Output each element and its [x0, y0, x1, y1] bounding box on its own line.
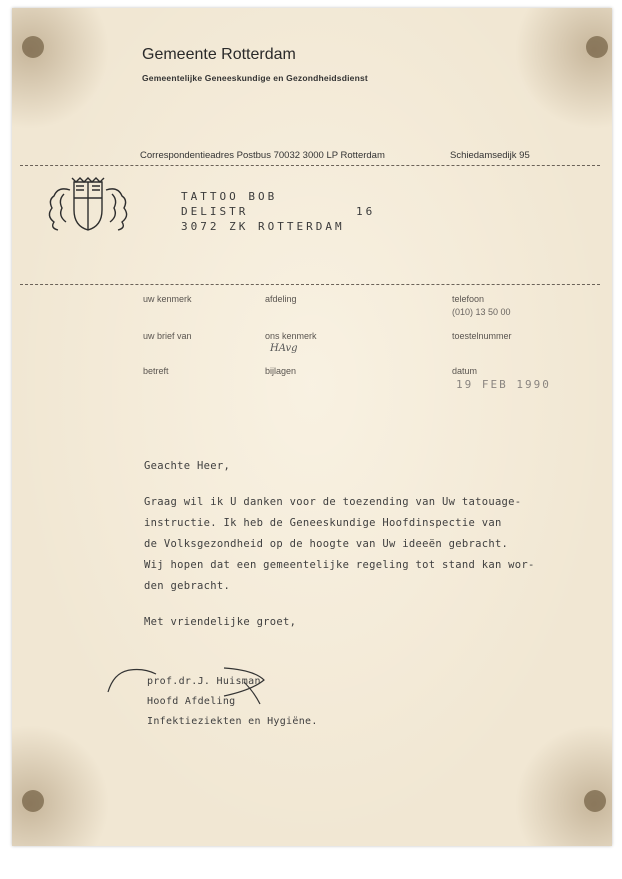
ons-kenmerk-value: HAvg [270, 343, 298, 354]
rotterdam-coat-of-arms-icon [40, 176, 136, 234]
organization-name: Gemeente Rotterdam [142, 46, 296, 63]
label-afdeling: afdeling [265, 294, 297, 304]
corner-stain [22, 36, 44, 58]
label-uw-brief-van: uw brief van [143, 331, 192, 341]
salutation: Geachte Heer, [144, 460, 231, 472]
telefoon-value: (010) 13 50 00 [452, 307, 511, 317]
label-bijlagen: bijlagen [265, 366, 297, 376]
signatory-name: prof.dr.J. Huisman [147, 676, 261, 687]
label-toestelnummer: toestelnummer [452, 331, 512, 341]
body-line: Graag wil ik U danken voor de toezending van Uw tatouage- [144, 496, 522, 508]
label-ons-kenmerk: ons kenmerk [265, 331, 317, 341]
header-divider [20, 165, 600, 166]
recipient-name: TATTOO BOB [181, 190, 278, 203]
body-line: instructie. Ik heb de Geneeskundige Hoofdinspectie van [144, 517, 502, 529]
body-line: Wij hopen dat een gemeentelijke regeling tot stand kan wor- [144, 559, 535, 571]
department-name: Gemeentelijke Geneeskundige en Gezondheidsdienst [142, 73, 368, 83]
signatory-title: Hoofd Afdeling [147, 696, 236, 707]
datum-stamp: 19 FEB 1990 [456, 378, 551, 391]
closing: Met vriendelijke groet, [144, 616, 297, 628]
fields-divider [20, 284, 600, 285]
corner-stain [584, 790, 606, 812]
label-telefoon: telefoon [452, 294, 485, 304]
correspondence-address: Correspondentieadres Postbus 70032 3000 LP Rotterdam [140, 150, 385, 161]
body-line: de Volksgezondheid op de hoogte van Uw ideeën gebracht. [144, 538, 509, 550]
body-line: den gebracht. [144, 580, 231, 592]
street-address: Schiedamsedijk 95 [450, 150, 530, 161]
signatory-department: Infektieziekten en Hygiëne. [147, 716, 318, 727]
corner-stain [22, 790, 44, 812]
label-betreft: betreft [143, 366, 169, 376]
label-uw-kenmerk: uw kenmerk [143, 294, 192, 304]
recipient-street: DELISTR [181, 205, 249, 218]
recipient-postcode-city: 3072 ZK ROTTERDAM [181, 220, 345, 233]
recipient-house-number: 16 [356, 205, 376, 218]
corner-stain [586, 36, 608, 58]
label-datum: datum [452, 366, 478, 376]
